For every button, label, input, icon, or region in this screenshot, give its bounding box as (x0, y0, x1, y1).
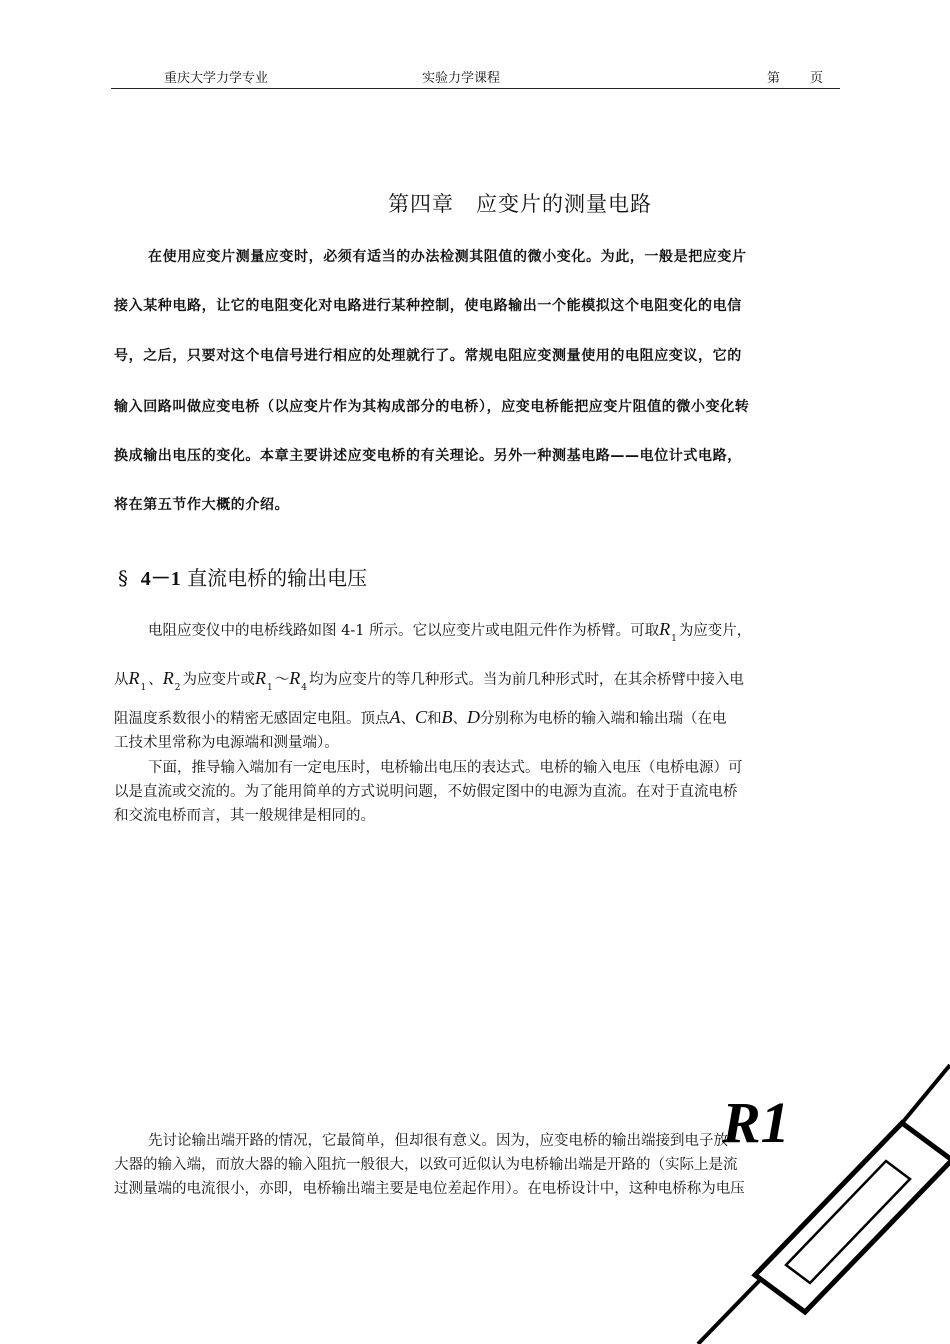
intro-line: 换成输出电压的变化。本章主要讲述应变电桥的有关理论。另外一种测基电路——电位计式电路， (114, 448, 742, 464)
text: 阻温度系数很小的精密无感固定电阻。顶点 (114, 711, 390, 727)
intro-line: 号，之后，只要对这个电信号进行相应的处理就行了。常规电阻应变测量使用的电阻应变议，它的 (114, 348, 742, 364)
var-c: C (415, 707, 428, 727)
text: 、 (452, 711, 468, 727)
var-b: B (441, 707, 453, 727)
text: 和 (427, 711, 442, 727)
subscript: 2 (174, 683, 181, 693)
section-title: 直流电桥的输出电压 (187, 566, 368, 590)
var-r: R (128, 668, 140, 688)
var-r: R (659, 619, 671, 639)
header-page-suffix: 页 (810, 71, 824, 86)
resistor-lead-bottom (698, 1280, 760, 1344)
var-r: R (289, 668, 301, 688)
text: 分别称为电桥的输入端和输出瑞（在电 (480, 711, 727, 727)
body-line: 以是直流或交流的。为了能用简单的方式说明问题，不妨假定图中的电源为直流。在对于直流电桥 (114, 784, 738, 800)
resistor-label: R1 (722, 1090, 790, 1155)
intro-line: 输入回路叫做应变电桥（以应变片作为其构成部分的电桥），应变电桥能把应变片阻值的微小变化转 (114, 399, 750, 415)
text: 为应变片或 (182, 672, 255, 688)
body-line (114, 667, 839, 693)
intro-line: 将在第五节作大概的介绍。 (114, 497, 290, 513)
section-heading (118, 562, 367, 591)
header-page-prefix: 第 (767, 71, 781, 86)
text: ～ (274, 672, 290, 688)
intro-line: 在使用应变片测量应变时，必须有适当的办法检测其阻值的微小变化。为此，一般是把应变片 (148, 249, 747, 265)
var-r: R (162, 668, 174, 688)
header-course: 实验力学课程 (422, 71, 501, 86)
text: 为应变片， (678, 623, 752, 639)
var-a: A (389, 707, 401, 727)
text: 从 (114, 672, 129, 688)
subscript: 1 (671, 634, 677, 644)
subscript: 1 (140, 683, 147, 693)
subscript: 1 (266, 683, 273, 693)
body-line: 先讨论输出端开路的情况，它最简单，但却很有意义。因为，应变电桥的输出端接到电子放 (148, 1133, 728, 1149)
body-line: 下面，推导输入端加有一定电压时，电桥输出电压的表达式。电桥的输入电压（电桥电源）可 (148, 760, 743, 776)
header-rule (111, 88, 840, 89)
body-line: 和交流电桥而言，其一般规律是相同的。 (114, 808, 375, 824)
section-symbol: § (118, 566, 128, 590)
var-d: D (467, 707, 481, 727)
intro-line: 接入某种电路，让它的电阻变化对电路进行某种控制，使电路输出一个能模拟这个电阻变化的电信 (114, 298, 742, 314)
body-line (114, 706, 839, 730)
text: 电阻应变仪中的电桥线路如图 4-1 所示。它以应变片或电阻元件作为桥臂。可取 (148, 623, 660, 639)
text: 、 (400, 711, 415, 727)
text: 均为应变片的等几种形式。当为前几种形式时，在其余桥臂中接入电 (308, 672, 744, 688)
var-r: R (254, 668, 266, 688)
body-line: 工技术里常称为电源端和测量端）。 (114, 735, 339, 751)
subscript: 4 (301, 683, 307, 693)
text: 、 (148, 672, 163, 688)
section-number: 4－1 (140, 568, 181, 590)
body-line: 大器的输入端，而放大器的输入阻抗一般很大，以致可近似认为电桥输出端是开路的（实际上是流 (114, 1157, 738, 1173)
resistor-figure (660, 1050, 950, 1344)
resistor-lead-top (902, 1065, 950, 1123)
chapter-title: 第四章 应变片的测量电路 (388, 192, 652, 216)
body-line: 过测量端的电流很小，亦即，电桥输出端主要是电位差起作用）。在电桥设计中，这种电桥称为电压 (114, 1181, 745, 1197)
header-school: 重庆大学力学专业 (164, 71, 269, 86)
body-line (114, 618, 839, 644)
